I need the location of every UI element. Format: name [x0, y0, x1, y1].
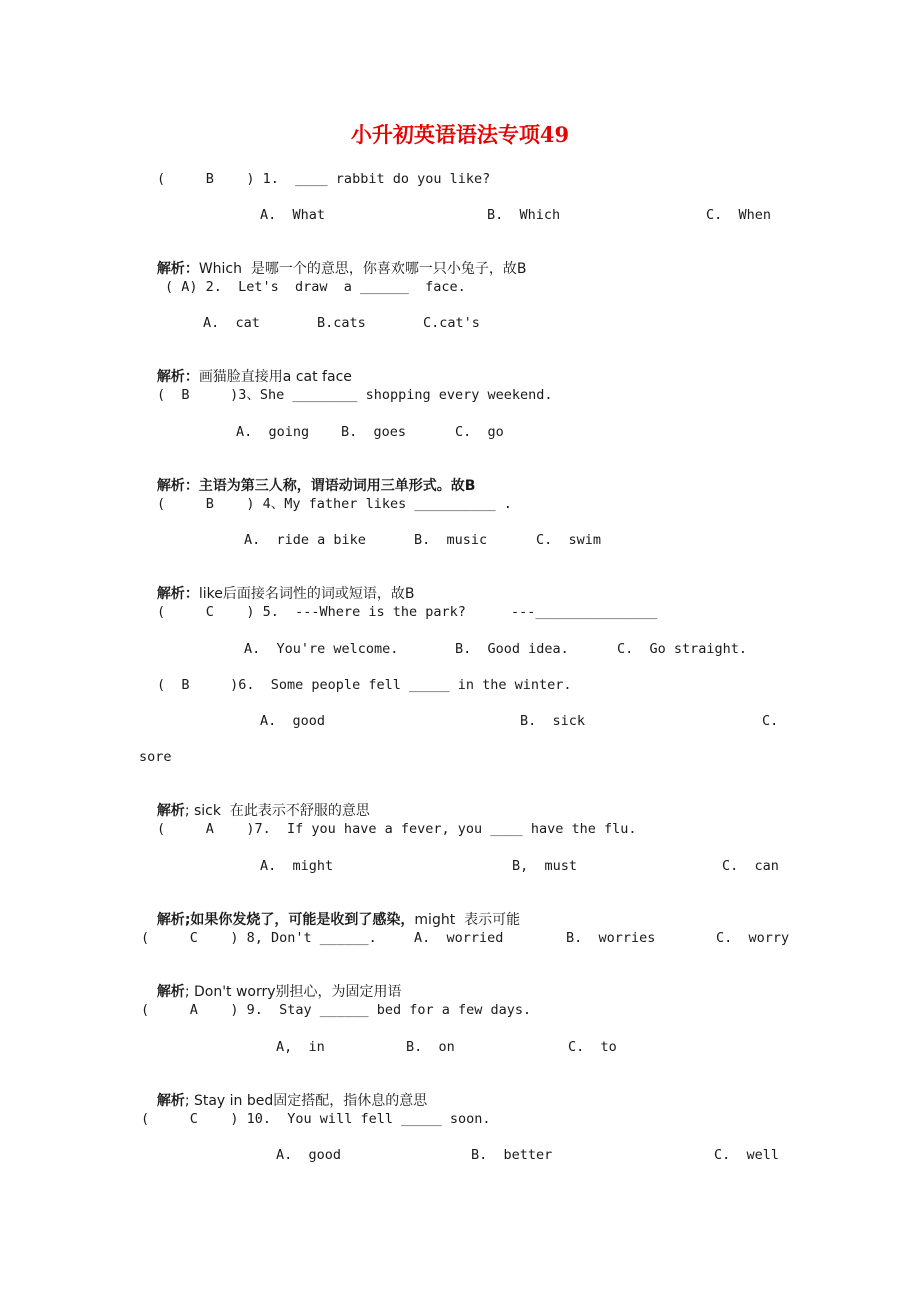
question-10-stem: ( C ) 10. You will fell _____ soon.	[141, 1111, 491, 1127]
question-5-option-c: C. Go straight.	[617, 641, 748, 657]
question-8-option-c: C. worry	[716, 930, 790, 946]
question-1-stem: ( B ) 1. ____ rabbit do you like?	[157, 171, 491, 187]
question-3-option-c: C. go	[455, 424, 504, 440]
question-3-option-a: A. going	[236, 424, 310, 440]
question-9-option-b: B. on	[406, 1039, 455, 1055]
question-10-option-a: A. good	[276, 1147, 342, 1163]
question-5-option-b: B. Good idea.	[455, 641, 569, 657]
question-9-option-c: C. to	[568, 1039, 617, 1055]
question-1-option-c: C. When	[706, 207, 772, 223]
question-10-option-b: B. better	[471, 1147, 553, 1163]
question-4-explanation: 解析：like后面接名词性的词或短语，故B	[156, 586, 415, 602]
question-2-stem: ( A) 2. Let's draw a ______ face.	[165, 279, 466, 295]
question-5-reply-blank: ---_______________	[511, 604, 658, 620]
question-5-option-a: A. You're welcome.	[244, 641, 399, 657]
question-7-option-a: A. might	[260, 858, 334, 874]
question-6-option-a: A. good	[260, 713, 326, 729]
explanation-label: 解析	[156, 261, 185, 277]
question-6-option-c-text: sore	[139, 749, 172, 765]
question-4-stem: ( B ) 4、My father likes __________ .	[157, 496, 512, 512]
question-8-option-a: A. worried	[414, 930, 504, 946]
question-6-explanation: 解析; sick 在此表示不舒服的意思	[156, 803, 370, 819]
question-7-explanation: 解析;如果你发烧了，可能是收到了感染，might 表示可能	[156, 912, 521, 928]
question-2-explanation: 解析：画猫脸直接用a cat face	[156, 369, 352, 385]
question-6-option-c: C.	[762, 713, 779, 729]
page-title: 小升初英语语法专项49	[350, 122, 570, 147]
question-1-option-b: B. Which	[487, 207, 561, 223]
question-3-option-b: B. goes	[341, 424, 407, 440]
question-2-option-c: C.cat's	[423, 315, 480, 331]
question-9-explanation: 解析; Stay in bed固定搭配，指休息的意思	[156, 1093, 428, 1109]
question-10-option-c: C. well	[714, 1147, 780, 1163]
question-9-option-a: A, in	[276, 1039, 325, 1055]
question-5-stem: ( C ) 5. ---Where is the park?	[157, 604, 466, 620]
question-2-option-b: B.cats	[317, 315, 366, 331]
question-7-option-b: B, must	[512, 858, 578, 874]
question-8-option-b: B. worries	[566, 930, 656, 946]
question-3-explanation: 解析：主语为第三人称，谓语动词用三单形式。故B	[156, 478, 476, 494]
question-4-option-a: A. ride a bike	[244, 532, 366, 548]
question-6-option-b: B. sick	[520, 713, 586, 729]
question-7-stem: ( A )7. If you have a fever, you ____ have the flu.	[157, 821, 637, 837]
question-9-stem: ( A ) 9. Stay ______ bed for a few days.	[141, 1002, 532, 1018]
question-2-option-a: A. cat	[203, 315, 260, 331]
question-4-option-c: C. swim	[536, 532, 602, 548]
question-8-explanation: 解析; Don't worry别担心，为固定用语	[156, 984, 402, 1000]
question-8-stem: ( C ) 8, Don't ______.	[141, 930, 377, 946]
question-3-stem: ( B )3、She ________ shopping every weekend.	[157, 387, 553, 403]
question-1-option-a: A. What	[260, 207, 326, 223]
question-7-option-c: C. can	[722, 858, 779, 874]
question-4-option-b: B. music	[414, 532, 488, 548]
question-6-stem: ( B )6. Some people fell _____ in the winter.	[157, 677, 572, 693]
question-1-explanation: 解析：Which 是哪一个的意思，你喜欢哪一只小兔子，故B	[156, 261, 527, 277]
